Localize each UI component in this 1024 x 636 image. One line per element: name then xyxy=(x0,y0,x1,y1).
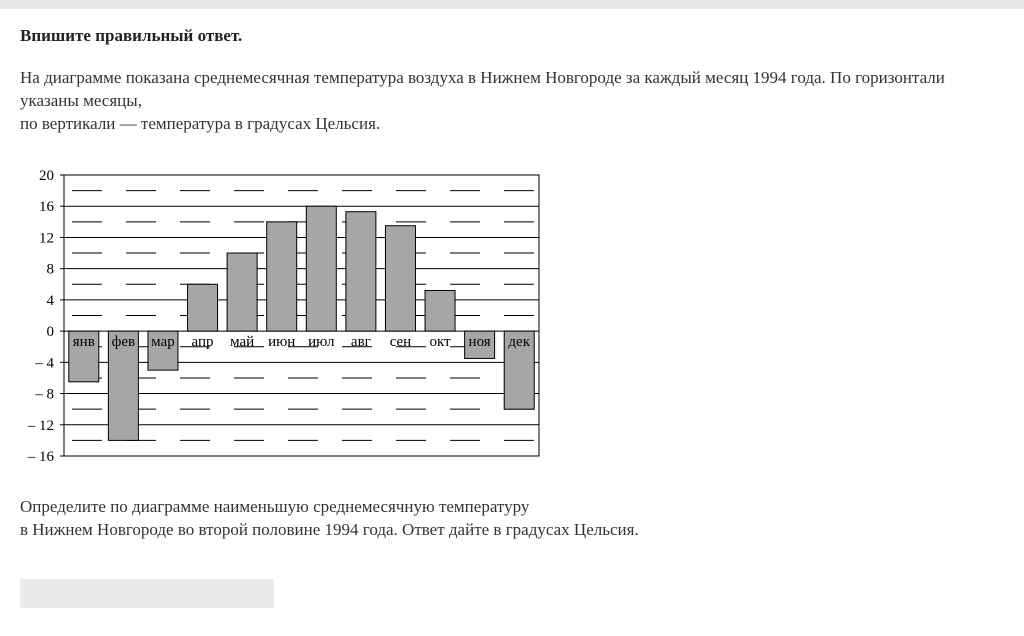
top-strip xyxy=(0,0,1024,9)
task-line-1: Определите по диаграмме наименьшую среднемесячную температуру xyxy=(20,497,530,516)
x-tick-label: дек xyxy=(508,334,530,351)
question-line-1: На диаграмме показана среднемесячная температура воздуха в Нижнем Новгороде за каждый месяц 1994 года. По горизонтали xyxy=(20,68,945,87)
y-tick-label: – 8 xyxy=(35,386,54,403)
temperature-bar-chart xyxy=(0,160,560,470)
task-line-2: в Нижнем Новгороде во второй половине 1994 года. Ответ дайте в градусах Цельсия. xyxy=(20,520,639,539)
x-tick-label: июл xyxy=(308,334,335,351)
x-tick-label: мар xyxy=(151,334,175,351)
y-tick-label: – 12 xyxy=(27,417,54,434)
answer-input[interactable] xyxy=(20,579,274,608)
bar-окт xyxy=(425,291,455,332)
instruction-heading: Впишите правильный ответ. xyxy=(20,26,243,45)
bar-май xyxy=(227,253,257,331)
x-tick-label: авг xyxy=(350,334,371,351)
y-tick-label: 12 xyxy=(39,230,54,247)
x-tick-label: сен xyxy=(389,334,412,351)
bar-июл xyxy=(306,206,336,331)
x-tick-label: ноя xyxy=(468,334,491,351)
x-tick-label: апр xyxy=(191,334,214,351)
y-tick-label: 20 xyxy=(39,168,54,184)
bar-июн xyxy=(267,222,297,331)
x-tick-label: май xyxy=(230,334,255,351)
task-text xyxy=(20,495,1010,541)
bar-апр xyxy=(188,284,218,331)
question-line-2: указаны месяцы, xyxy=(20,91,142,110)
y-tick-label: 16 xyxy=(39,199,54,216)
y-tick-label: 0 xyxy=(46,324,54,341)
x-tick-label: июн xyxy=(268,334,296,351)
y-tick-label: 4 xyxy=(46,292,54,309)
x-tick-label: фев xyxy=(111,334,136,351)
question-text xyxy=(20,66,1010,135)
bar-авг xyxy=(346,212,376,331)
y-tick-label: 8 xyxy=(46,261,54,278)
x-tick-label: окт xyxy=(429,334,451,351)
y-tick-label: – 4 xyxy=(35,355,54,372)
bar-сен xyxy=(385,226,415,331)
x-tick-label: янв xyxy=(72,334,95,351)
y-tick-label: – 16 xyxy=(27,449,54,465)
question-line-3: по вертикали — температура в градусах Цельсия. xyxy=(20,114,381,133)
